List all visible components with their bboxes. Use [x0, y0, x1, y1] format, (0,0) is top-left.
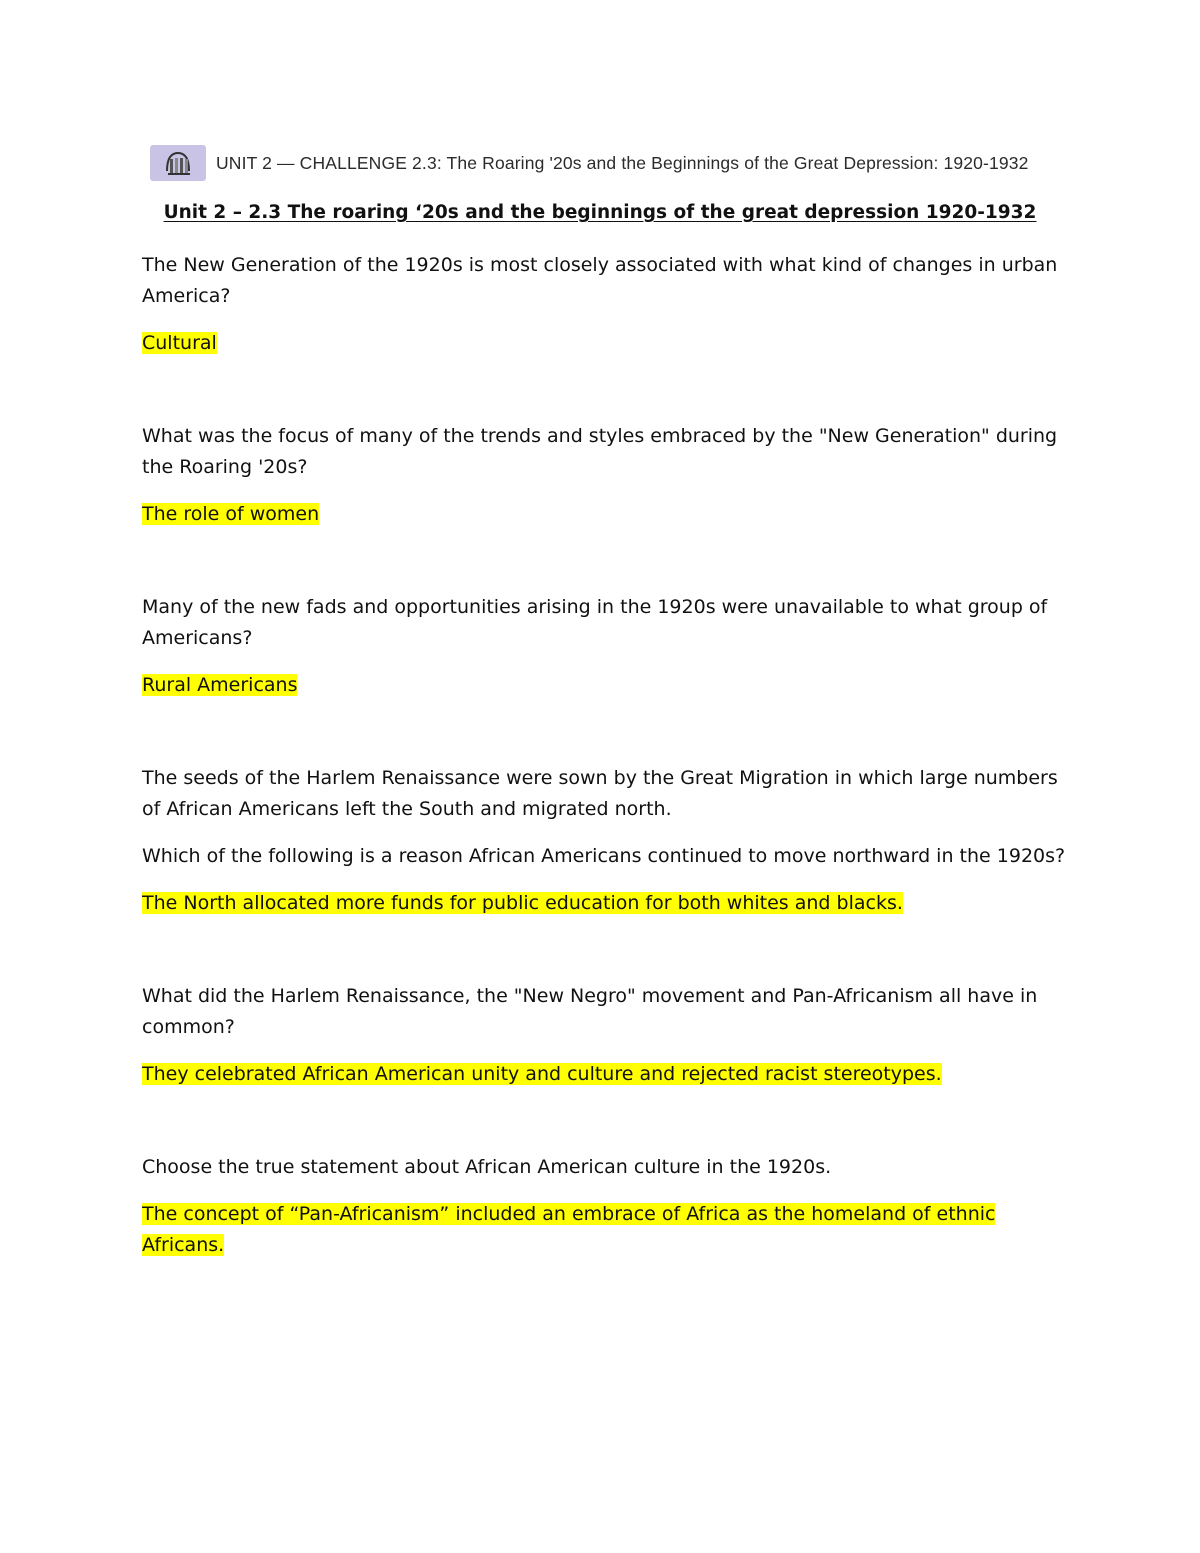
answer-highlight: Rural Americans	[142, 674, 298, 696]
answer-highlight: The role of women	[142, 503, 320, 525]
question-text: The New Generation of the 1920s is most closely associated with what kind of changes in urban America?	[142, 254, 1058, 307]
qa-item	[142, 763, 1072, 919]
qa-item	[142, 981, 1072, 1090]
answer-text	[142, 888, 1072, 919]
answer-highlight: The concept of “Pan-Africanism” included an embrace of Africa as the homeland of ethnic Africans.	[142, 1203, 996, 1256]
answer-highlight: The North allocated more funds for public education for both whites and blacks.	[142, 892, 903, 914]
document-title: Unit 2 – 2.3 The roaring ‘20s and the beginnings of the great depression 1920-1932	[163, 202, 1037, 223]
qa-item	[142, 592, 1072, 701]
unit-banner	[150, 143, 1029, 183]
answer-text	[142, 499, 1072, 530]
question-text: The seeds of the Harlem Renaissance were sown by the Great Migration in which large numbers of African Americans left the South and migrated north.	[142, 767, 1058, 820]
question-text: Choose the true statement about African American culture in the 1920s.	[142, 1156, 832, 1178]
question-text: Many of the new fads and opportunities arising in the 1920s were unavailable to what group of Americans?	[142, 596, 1048, 649]
pillars-icon	[150, 145, 206, 181]
qa-list	[142, 250, 1072, 1261]
answer-text	[142, 1199, 1072, 1261]
answer-text	[142, 1059, 1072, 1090]
question-text: What was the focus of many of the trends and styles embraced by the "New Generation" during the Roaring '20s?	[142, 425, 1058, 478]
answer-text	[142, 670, 1072, 701]
answer-highlight: Cultural	[142, 332, 217, 354]
question-text: Which of the following is a reason African Americans continued to move northward in the 1920s?	[142, 845, 1066, 867]
answer-highlight: They celebrated African American unity and culture and rejected racist stereotypes.	[142, 1063, 942, 1085]
banner-title: UNIT 2 — CHALLENGE 2.3: The Roaring '20s and the Beginnings of the Great Depression: 1920-1932	[216, 152, 1029, 173]
qa-item	[142, 250, 1072, 359]
qa-item	[142, 1152, 1072, 1261]
answer-text	[142, 328, 1072, 359]
qa-item	[142, 421, 1072, 530]
question-text: What did the Harlem Renaissance, the "New Negro" movement and Pan-Africanism all have in common?	[142, 985, 1038, 1038]
